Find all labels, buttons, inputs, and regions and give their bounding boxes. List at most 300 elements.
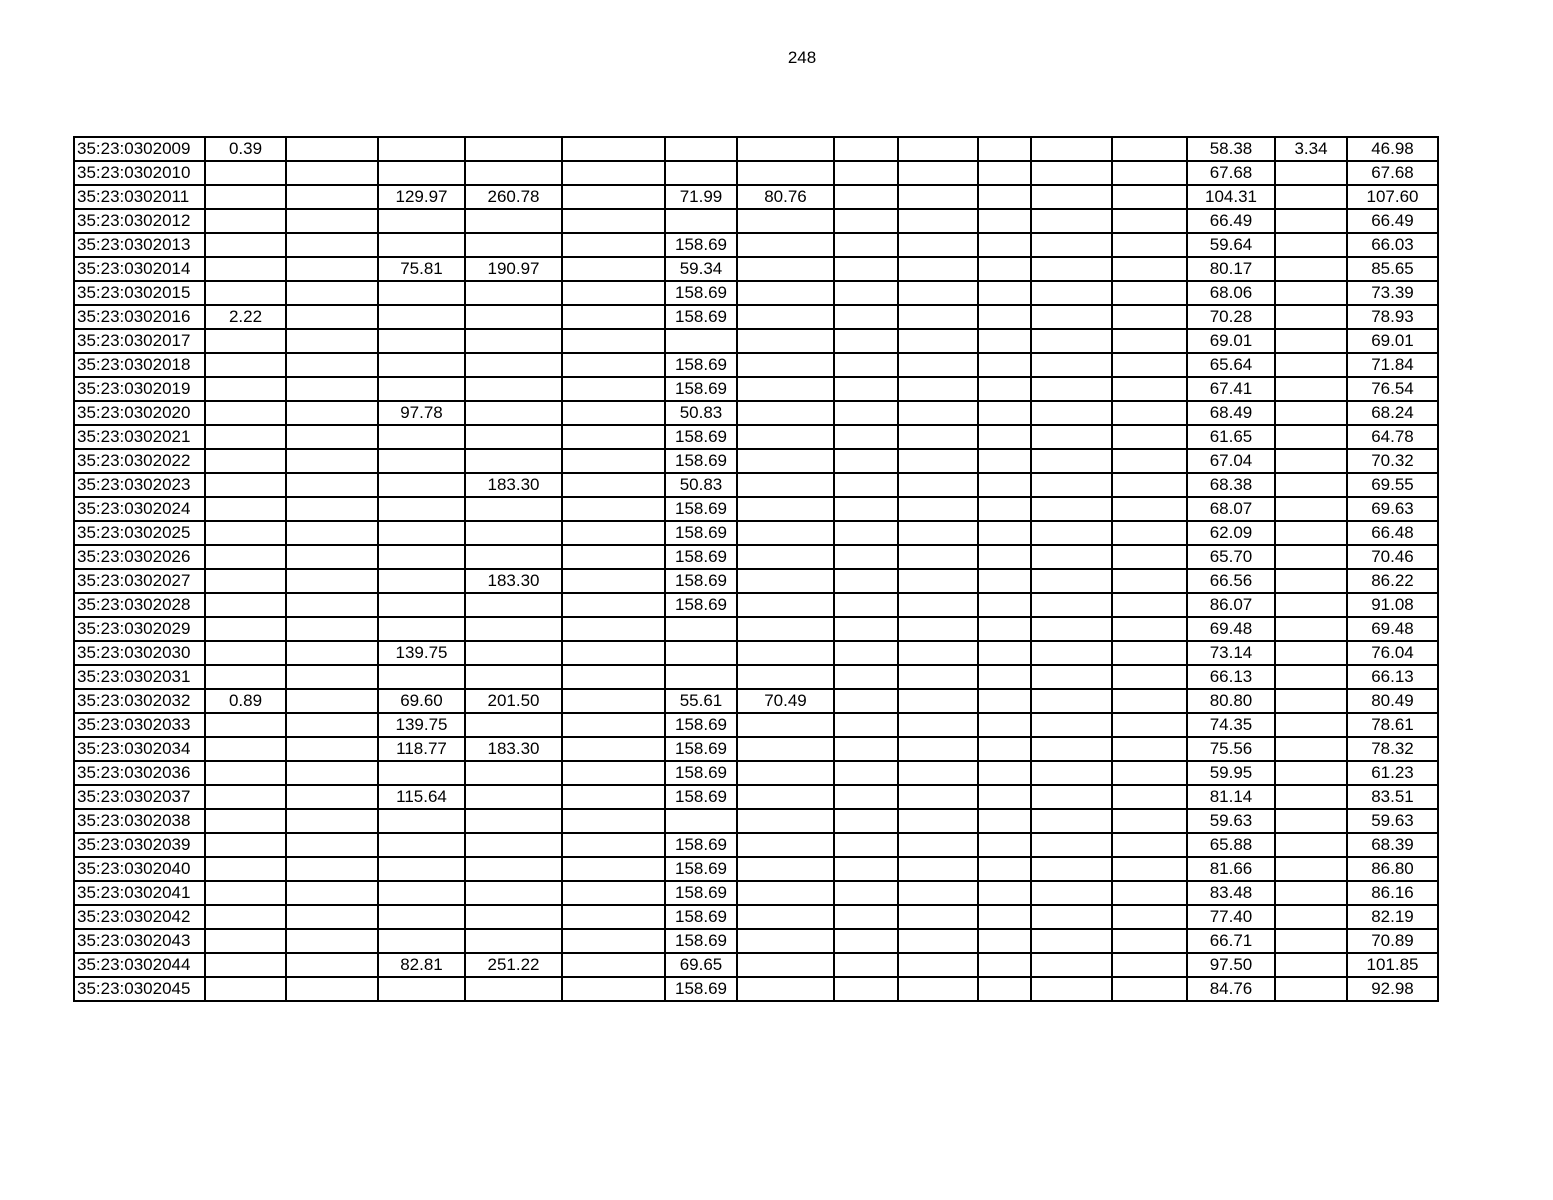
- parcel-id-cell: 35:23:0302011: [74, 185, 205, 209]
- value-cell: 78.93: [1347, 305, 1438, 329]
- value-cell: [834, 761, 898, 785]
- value-cell: [834, 569, 898, 593]
- value-cell: [378, 209, 465, 233]
- value-cell: 158.69: [665, 593, 737, 617]
- value-cell: [737, 905, 834, 929]
- value-cell: [834, 305, 898, 329]
- value-cell: [834, 521, 898, 545]
- value-cell: [737, 833, 834, 857]
- value-cell: [1031, 857, 1112, 881]
- value-cell: [562, 497, 665, 521]
- value-cell: 67.68: [1187, 161, 1275, 185]
- parcel-id-cell: 35:23:0302037: [74, 785, 205, 809]
- value-cell: [465, 233, 562, 257]
- value-cell: [1112, 953, 1187, 977]
- value-cell: [1031, 353, 1112, 377]
- value-cell: [1275, 257, 1347, 281]
- value-cell: [1031, 929, 1112, 953]
- value-cell: [465, 281, 562, 305]
- value-cell: [286, 593, 378, 617]
- value-cell: [205, 473, 286, 497]
- value-cell: [205, 377, 286, 401]
- value-cell: 66.49: [1347, 209, 1438, 233]
- value-cell: [378, 593, 465, 617]
- value-cell: [465, 713, 562, 737]
- value-cell: [1031, 329, 1112, 353]
- parcel-id-cell: 35:23:0302012: [74, 209, 205, 233]
- value-cell: [1112, 521, 1187, 545]
- value-cell: 158.69: [665, 905, 737, 929]
- value-cell: 66.49: [1187, 209, 1275, 233]
- value-cell: [286, 137, 378, 161]
- value-cell: 69.01: [1187, 329, 1275, 353]
- value-cell: [737, 881, 834, 905]
- value-cell: [205, 329, 286, 353]
- value-cell: [1031, 209, 1112, 233]
- value-cell: [205, 977, 286, 1001]
- value-cell: [1112, 473, 1187, 497]
- value-cell: [1112, 401, 1187, 425]
- value-cell: [286, 281, 378, 305]
- value-cell: [562, 593, 665, 617]
- value-cell: [898, 809, 978, 833]
- value-cell: [562, 713, 665, 737]
- value-cell: 66.13: [1187, 665, 1275, 689]
- value-cell: [1031, 977, 1112, 1001]
- value-cell: 69.01: [1347, 329, 1438, 353]
- value-cell: [737, 857, 834, 881]
- value-cell: [1112, 257, 1187, 281]
- table-row: [74, 665, 1438, 689]
- value-cell: [1031, 233, 1112, 257]
- value-cell: [286, 857, 378, 881]
- value-cell: [465, 617, 562, 641]
- value-cell: [1031, 449, 1112, 473]
- value-cell: [465, 449, 562, 473]
- table-row: [74, 977, 1438, 1001]
- value-cell: [898, 617, 978, 641]
- value-cell: [978, 809, 1031, 833]
- value-cell: [562, 281, 665, 305]
- value-cell: [562, 737, 665, 761]
- value-cell: [286, 401, 378, 425]
- value-cell: 68.07: [1187, 497, 1275, 521]
- value-cell: 80.49: [1347, 689, 1438, 713]
- parcel-id-cell: 35:23:0302045: [74, 977, 205, 1001]
- table-row: [74, 473, 1438, 497]
- value-cell: [737, 593, 834, 617]
- value-cell: [1031, 497, 1112, 521]
- value-cell: [1112, 761, 1187, 785]
- value-cell: 139.75: [378, 641, 465, 665]
- value-cell: 70.32: [1347, 449, 1438, 473]
- value-cell: 66.71: [1187, 929, 1275, 953]
- table-row: [74, 593, 1438, 617]
- value-cell: [1112, 665, 1187, 689]
- value-cell: [562, 881, 665, 905]
- value-cell: [378, 497, 465, 521]
- value-cell: [378, 761, 465, 785]
- value-cell: [834, 641, 898, 665]
- value-cell: [562, 425, 665, 449]
- value-cell: [378, 833, 465, 857]
- value-cell: [978, 305, 1031, 329]
- value-cell: 158.69: [665, 449, 737, 473]
- value-cell: [1275, 905, 1347, 929]
- value-cell: [562, 353, 665, 377]
- table-row: [74, 833, 1438, 857]
- value-cell: [378, 425, 465, 449]
- value-cell: [205, 257, 286, 281]
- value-cell: 58.38: [1187, 137, 1275, 161]
- value-cell: [286, 257, 378, 281]
- value-cell: [205, 953, 286, 977]
- value-cell: [562, 305, 665, 329]
- value-cell: [205, 617, 286, 641]
- value-cell: [205, 281, 286, 305]
- value-cell: [1275, 209, 1347, 233]
- table-row: [74, 137, 1438, 161]
- parcel-id-cell: 35:23:0302017: [74, 329, 205, 353]
- value-cell: [378, 929, 465, 953]
- value-cell: [1031, 617, 1112, 641]
- value-cell: [465, 905, 562, 929]
- value-cell: [205, 545, 286, 569]
- value-cell: [737, 377, 834, 401]
- value-cell: [737, 257, 834, 281]
- value-cell: [665, 665, 737, 689]
- value-cell: [834, 281, 898, 305]
- value-cell: [1275, 881, 1347, 905]
- value-cell: 68.06: [1187, 281, 1275, 305]
- value-cell: [898, 425, 978, 449]
- value-cell: [834, 785, 898, 809]
- parcel-id-cell: 35:23:0302025: [74, 521, 205, 545]
- value-cell: [1031, 185, 1112, 209]
- value-cell: [286, 473, 378, 497]
- table-row: [74, 185, 1438, 209]
- value-cell: 158.69: [665, 425, 737, 449]
- value-cell: [378, 881, 465, 905]
- value-cell: [378, 281, 465, 305]
- value-cell: [834, 713, 898, 737]
- value-cell: 83.51: [1347, 785, 1438, 809]
- value-cell: [665, 161, 737, 185]
- value-cell: [378, 305, 465, 329]
- value-cell: [737, 977, 834, 1001]
- value-cell: [978, 857, 1031, 881]
- value-cell: [465, 977, 562, 1001]
- value-cell: [834, 833, 898, 857]
- value-cell: [978, 929, 1031, 953]
- value-cell: 70.89: [1347, 929, 1438, 953]
- value-cell: 158.69: [665, 353, 737, 377]
- value-cell: [898, 929, 978, 953]
- value-cell: [1112, 977, 1187, 1001]
- value-cell: [465, 161, 562, 185]
- value-cell: 61.23: [1347, 761, 1438, 785]
- value-cell: 65.64: [1187, 353, 1275, 377]
- value-cell: [834, 857, 898, 881]
- value-cell: [1112, 737, 1187, 761]
- value-cell: [665, 641, 737, 665]
- value-cell: [378, 449, 465, 473]
- value-cell: [562, 521, 665, 545]
- table-row: [74, 761, 1438, 785]
- value-cell: [1031, 713, 1112, 737]
- value-cell: [978, 737, 1031, 761]
- value-cell: [834, 929, 898, 953]
- value-cell: [1112, 185, 1187, 209]
- value-cell: [978, 137, 1031, 161]
- value-cell: 158.69: [665, 497, 737, 521]
- value-cell: [1275, 857, 1347, 881]
- value-cell: 66.48: [1347, 521, 1438, 545]
- value-cell: 67.41: [1187, 377, 1275, 401]
- value-cell: 80.76: [737, 185, 834, 209]
- value-cell: 82.19: [1347, 905, 1438, 929]
- value-cell: [205, 641, 286, 665]
- value-cell: [1112, 377, 1187, 401]
- value-cell: [465, 329, 562, 353]
- value-cell: [978, 977, 1031, 1001]
- value-cell: [978, 593, 1031, 617]
- value-cell: [834, 185, 898, 209]
- parcel-id-cell: 35:23:0302034: [74, 737, 205, 761]
- value-cell: [1031, 953, 1112, 977]
- value-cell: [834, 737, 898, 761]
- value-cell: [286, 785, 378, 809]
- value-cell: [737, 305, 834, 329]
- value-cell: [286, 737, 378, 761]
- value-cell: [286, 449, 378, 473]
- value-cell: [286, 977, 378, 1001]
- value-cell: 139.75: [378, 713, 465, 737]
- value-cell: [562, 473, 665, 497]
- value-cell: [665, 329, 737, 353]
- value-cell: [205, 905, 286, 929]
- value-cell: [737, 545, 834, 569]
- value-cell: [898, 353, 978, 377]
- value-cell: [737, 929, 834, 953]
- value-cell: [1031, 785, 1112, 809]
- value-cell: [978, 641, 1031, 665]
- value-cell: [978, 449, 1031, 473]
- value-cell: 59.34: [665, 257, 737, 281]
- value-cell: [978, 185, 1031, 209]
- value-cell: [1275, 161, 1347, 185]
- value-cell: [378, 161, 465, 185]
- value-cell: [205, 449, 286, 473]
- value-cell: [978, 353, 1031, 377]
- value-cell: [898, 233, 978, 257]
- value-cell: [834, 209, 898, 233]
- value-cell: [1112, 881, 1187, 905]
- value-cell: 50.83: [665, 473, 737, 497]
- value-cell: 158.69: [665, 521, 737, 545]
- value-cell: [1275, 329, 1347, 353]
- value-cell: 107.60: [1347, 185, 1438, 209]
- value-cell: 85.65: [1347, 257, 1438, 281]
- value-cell: [562, 617, 665, 641]
- value-cell: [286, 761, 378, 785]
- value-cell: 158.69: [665, 857, 737, 881]
- value-cell: 78.32: [1347, 737, 1438, 761]
- value-cell: [1275, 929, 1347, 953]
- value-cell: [978, 713, 1031, 737]
- value-cell: 183.30: [465, 569, 562, 593]
- value-cell: [286, 329, 378, 353]
- value-cell: [1031, 401, 1112, 425]
- value-cell: 68.24: [1347, 401, 1438, 425]
- value-cell: 55.61: [665, 689, 737, 713]
- value-cell: [1275, 953, 1347, 977]
- parcel-id-cell: 35:23:0302033: [74, 713, 205, 737]
- value-cell: [737, 137, 834, 161]
- value-cell: 2.22: [205, 305, 286, 329]
- value-cell: [1031, 305, 1112, 329]
- value-cell: [1275, 569, 1347, 593]
- value-cell: 64.78: [1347, 425, 1438, 449]
- value-cell: [286, 305, 378, 329]
- value-cell: [898, 953, 978, 977]
- value-cell: [562, 545, 665, 569]
- value-cell: [378, 545, 465, 569]
- table-row: [74, 377, 1438, 401]
- value-cell: [1031, 473, 1112, 497]
- value-cell: [978, 569, 1031, 593]
- value-cell: [1112, 353, 1187, 377]
- value-cell: [286, 425, 378, 449]
- value-cell: [1275, 521, 1347, 545]
- value-cell: [1112, 281, 1187, 305]
- parcel-id-cell: 35:23:0302020: [74, 401, 205, 425]
- data-table: [73, 136, 1439, 1002]
- value-cell: [205, 761, 286, 785]
- value-cell: [665, 209, 737, 233]
- value-cell: [898, 545, 978, 569]
- value-cell: [898, 497, 978, 521]
- value-cell: [1031, 833, 1112, 857]
- value-cell: [286, 713, 378, 737]
- value-cell: [1275, 593, 1347, 617]
- value-cell: [1112, 569, 1187, 593]
- value-cell: [205, 185, 286, 209]
- value-cell: [834, 353, 898, 377]
- value-cell: [1112, 209, 1187, 233]
- value-cell: [898, 737, 978, 761]
- value-cell: [205, 593, 286, 617]
- value-cell: [562, 833, 665, 857]
- value-cell: [378, 521, 465, 545]
- value-cell: 92.98: [1347, 977, 1438, 1001]
- parcel-id-cell: 35:23:0302019: [74, 377, 205, 401]
- value-cell: [465, 809, 562, 833]
- value-cell: [1112, 785, 1187, 809]
- value-cell: [286, 209, 378, 233]
- parcel-id-cell: 35:23:0302024: [74, 497, 205, 521]
- value-cell: [737, 665, 834, 689]
- value-cell: [1275, 617, 1347, 641]
- value-cell: [378, 353, 465, 377]
- value-cell: 158.69: [665, 305, 737, 329]
- value-cell: [898, 857, 978, 881]
- value-cell: [1112, 641, 1187, 665]
- value-cell: 67.04: [1187, 449, 1275, 473]
- value-cell: [898, 641, 978, 665]
- value-cell: [978, 665, 1031, 689]
- value-cell: [978, 233, 1031, 257]
- value-cell: [465, 641, 562, 665]
- value-cell: [978, 401, 1031, 425]
- table-row: [74, 881, 1438, 905]
- value-cell: [286, 953, 378, 977]
- value-cell: [562, 665, 665, 689]
- value-cell: 158.69: [665, 569, 737, 593]
- table-row: [74, 713, 1438, 737]
- parcel-id-cell: 35:23:0302042: [74, 905, 205, 929]
- value-cell: 83.48: [1187, 881, 1275, 905]
- value-cell: 59.64: [1187, 233, 1275, 257]
- value-cell: 46.98: [1347, 137, 1438, 161]
- value-cell: [898, 161, 978, 185]
- value-cell: [205, 233, 286, 257]
- value-cell: [205, 497, 286, 521]
- value-cell: 69.60: [378, 689, 465, 713]
- value-cell: [562, 905, 665, 929]
- value-cell: 59.95: [1187, 761, 1275, 785]
- value-cell: [465, 425, 562, 449]
- value-cell: [465, 593, 562, 617]
- value-cell: [737, 569, 834, 593]
- value-cell: [834, 953, 898, 977]
- table-row: [74, 401, 1438, 425]
- value-cell: [286, 641, 378, 665]
- value-cell: [978, 905, 1031, 929]
- value-cell: 71.84: [1347, 353, 1438, 377]
- value-cell: 86.07: [1187, 593, 1275, 617]
- value-cell: 73.39: [1347, 281, 1438, 305]
- value-cell: [898, 185, 978, 209]
- value-cell: [205, 809, 286, 833]
- value-cell: 76.54: [1347, 377, 1438, 401]
- value-cell: [665, 809, 737, 833]
- value-cell: 118.77: [378, 737, 465, 761]
- value-cell: 158.69: [665, 929, 737, 953]
- value-cell: [1031, 593, 1112, 617]
- value-cell: 69.55: [1347, 473, 1438, 497]
- value-cell: [665, 617, 737, 641]
- value-cell: [286, 665, 378, 689]
- value-cell: [834, 425, 898, 449]
- value-cell: [562, 689, 665, 713]
- value-cell: [1275, 425, 1347, 449]
- value-cell: [898, 569, 978, 593]
- value-cell: [978, 329, 1031, 353]
- value-cell: [1031, 425, 1112, 449]
- value-cell: [562, 641, 665, 665]
- value-cell: [1275, 377, 1347, 401]
- parcel-id-cell: 35:23:0302018: [74, 353, 205, 377]
- value-cell: [1112, 161, 1187, 185]
- value-cell: [1031, 521, 1112, 545]
- value-cell: [1031, 377, 1112, 401]
- value-cell: [286, 569, 378, 593]
- value-cell: 158.69: [665, 233, 737, 257]
- value-cell: [378, 905, 465, 929]
- value-cell: [562, 329, 665, 353]
- parcel-id-cell: 35:23:0302013: [74, 233, 205, 257]
